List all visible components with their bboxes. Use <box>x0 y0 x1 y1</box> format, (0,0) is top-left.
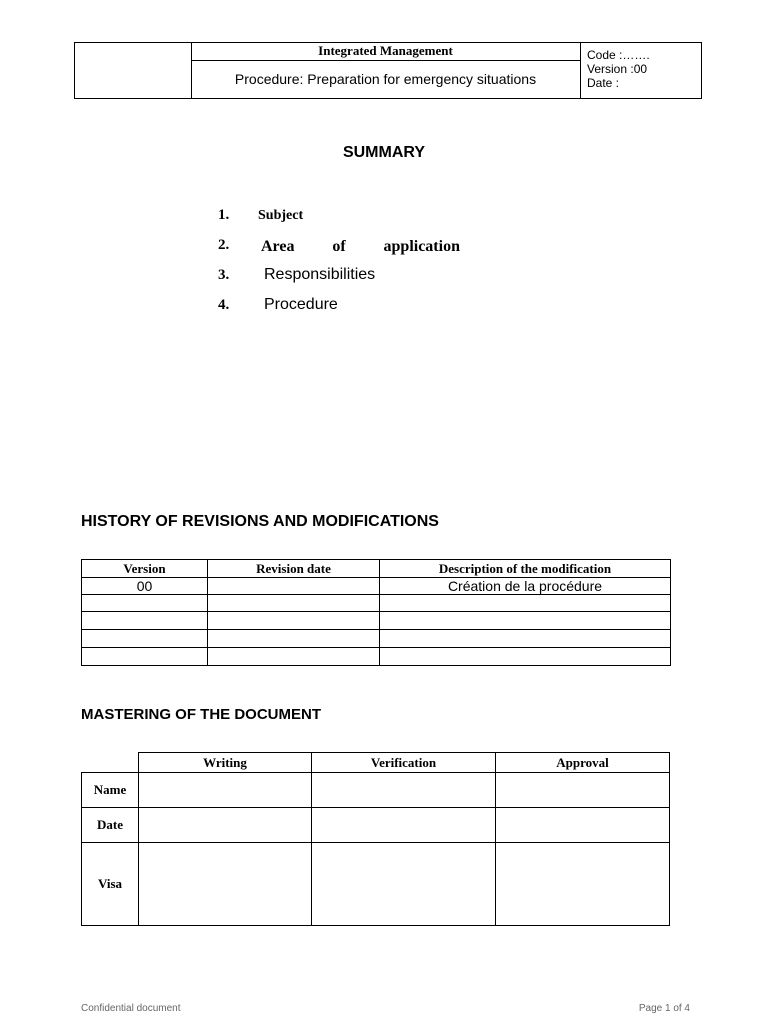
signature-cell <box>312 773 496 808</box>
doc-date: Date : <box>587 76 620 90</box>
toc-number: 1. <box>218 207 230 223</box>
logo-cell <box>75 43 192 98</box>
toc-word: Area <box>261 238 295 255</box>
column-header: Verification <box>312 753 496 773</box>
toc-word: application <box>383 238 460 255</box>
row-label: Visa <box>82 843 139 926</box>
document-meta <box>580 43 701 98</box>
column-header: Revision date <box>208 560 380 578</box>
row-label: Date <box>82 808 139 843</box>
toc-number: 2. <box>218 237 230 253</box>
footer-confidential: Confidential document <box>81 1003 181 1014</box>
table-row <box>82 595 671 612</box>
company-name: Integrated Management <box>191 43 580 61</box>
signature-cell <box>312 808 496 843</box>
mastering-table <box>81 752 670 926</box>
document-header <box>74 42 702 99</box>
signature-cell <box>139 773 312 808</box>
table-cell: Création de la procédure <box>380 578 671 595</box>
table-cell <box>208 630 380 648</box>
toc-item-procedure: Procedure <box>264 296 338 313</box>
doc-code: Code :……. <box>587 48 650 62</box>
doc-version: Version :00 <box>587 62 648 76</box>
toc-number: 4. <box>218 297 230 313</box>
table-cell <box>380 648 671 666</box>
table-row <box>82 630 671 648</box>
table-cell <box>208 595 380 612</box>
row-label: Name <box>82 773 139 808</box>
table-header-row <box>82 560 671 578</box>
table-cell <box>82 630 208 648</box>
footer-page-number: Page 1 of 4 <box>638 1003 690 1014</box>
table-row <box>82 808 670 843</box>
column-header: Approval <box>496 753 670 773</box>
toc-number: 3. <box>218 267 230 283</box>
table-cell <box>208 648 380 666</box>
toc-item-responsibilities: Responsibilities <box>264 266 376 283</box>
signature-cell <box>496 773 670 808</box>
column-header: Writing <box>139 753 312 773</box>
signature-cell <box>312 843 496 926</box>
table-cell <box>380 630 671 648</box>
table-cell <box>380 595 671 612</box>
table-row <box>82 773 670 808</box>
table-cell <box>208 578 380 595</box>
summary-title: SUMMARY <box>342 144 426 161</box>
column-header: Version <box>82 560 208 578</box>
toc-word: of <box>332 238 346 255</box>
column-header: Description of the modification <box>380 560 671 578</box>
table-cell <box>82 648 208 666</box>
table-cell <box>82 595 208 612</box>
signature-cell <box>139 808 312 843</box>
table-header-row <box>82 753 670 773</box>
table-row <box>82 843 670 926</box>
table-cell <box>380 612 671 630</box>
table-cell <box>82 612 208 630</box>
table-row <box>82 578 671 595</box>
signature-cell <box>139 843 312 926</box>
empty-corner-cell <box>82 753 139 773</box>
procedure-title: Procedure: Preparation for emergency situations <box>234 71 537 87</box>
revision-table <box>81 559 671 666</box>
history-title: HISTORY OF REVISIONS AND MODIFICATIONS <box>81 513 439 530</box>
toc-item-subject: Subject <box>258 208 304 223</box>
table-cell <box>208 612 380 630</box>
table-row <box>82 648 671 666</box>
mastering-title: MASTERING OF THE DOCUMENT <box>81 706 321 723</box>
toc-item-area-of-application <box>261 238 460 256</box>
signature-cell <box>496 808 670 843</box>
table-row <box>82 612 671 630</box>
table-cell: 00 <box>82 578 208 595</box>
signature-cell <box>496 843 670 926</box>
